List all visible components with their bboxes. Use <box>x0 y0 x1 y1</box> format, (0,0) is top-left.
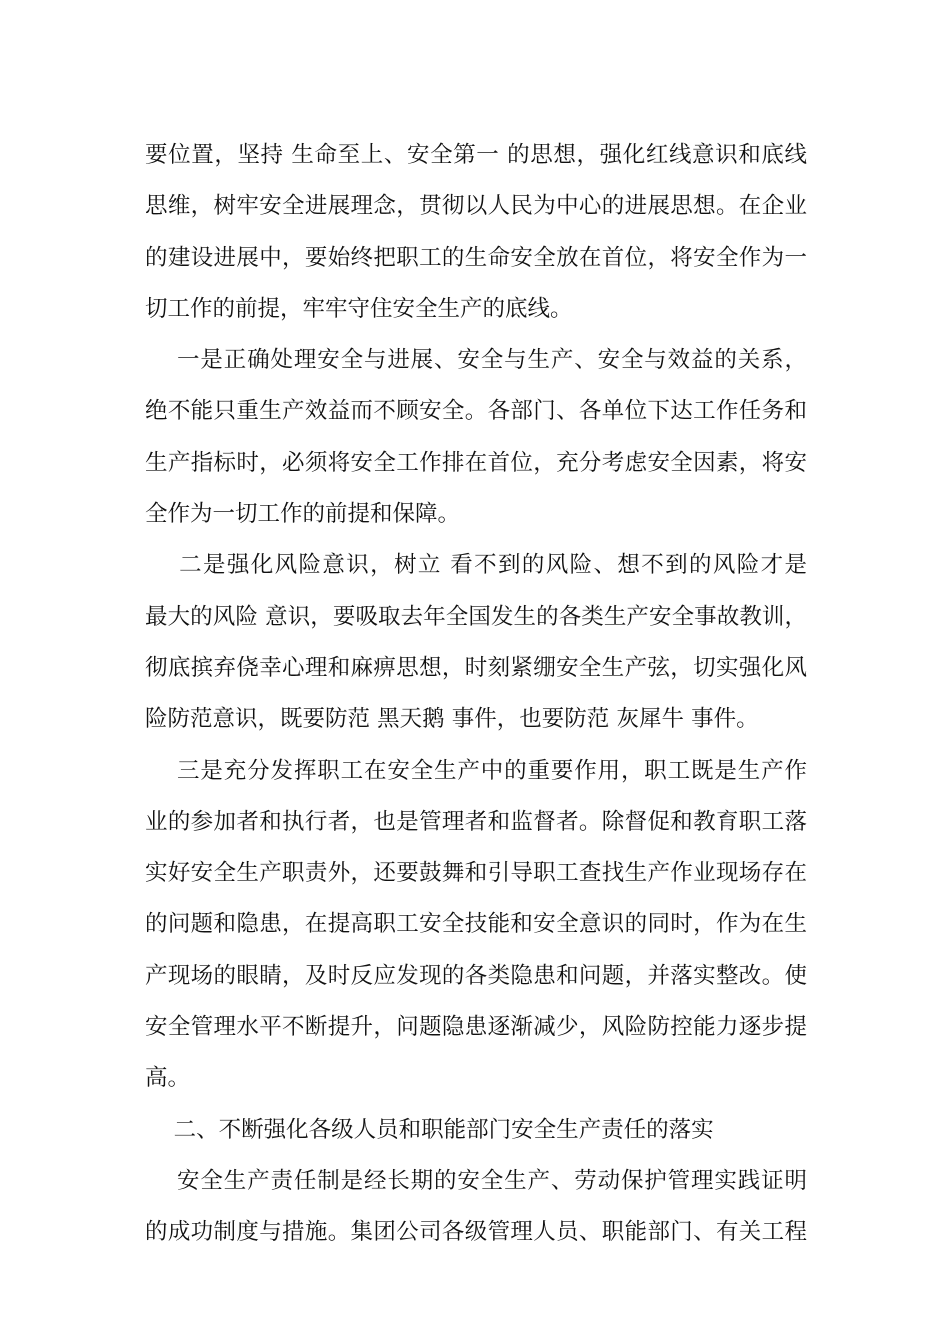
text-line: 最大的风险 意识，要吸取去年全国发生的各类生产安全事故教训， <box>145 603 807 630</box>
text-line: 要位置，坚持 生命至上、安全第一 的思想，强化红线意识和底线 <box>145 142 807 168</box>
text-line: 的建设进展中，要始终把职工的生命安全放在首位，将安全作为一 <box>145 244 807 271</box>
text-line: 高。 <box>145 1065 191 1092</box>
text-line: 一是正确处理安全与进展、安全与生产、安全与效益的关系， <box>145 347 807 374</box>
text-line: 安全生产责任制是经长期的安全生产、劳动保护管理实践证明 <box>145 1167 807 1194</box>
text-line: 的问题和隐患，在提高职工安全技能和安全意识的同时，作为在生 <box>145 911 807 938</box>
text-line: 业的参加者和执行者，也是管理者和监督者。除督促和教育职工落 <box>145 808 807 835</box>
text-line: 思维，树牢安全进展理念，贯彻以人民为中心的进展思想。在企业 <box>145 193 807 220</box>
section-heading: 二、不断强化各级人员和职能部门安全生产责任的落实 <box>145 1116 714 1143</box>
text-line: 生产指标时，必须将安全工作排在首位，充分考虑安全因素，将安 <box>145 449 807 476</box>
text-line: 绝不能只重生产效益而不顾安全。各部门、各单位下达工作任务和 <box>145 398 807 425</box>
text-line: 全作为一切工作的前提和保障。 <box>145 501 461 528</box>
text-line: 三是充分发挥职工在安全生产中的重要作用，职工既是生产作 <box>145 757 807 784</box>
text-line: 安全管理水平不断提升，问题隐患逐渐减少，风险防控能力逐步提 <box>145 1014 807 1041</box>
text-line: 切工作的前提，牢牢守住安全生产的底线。 <box>145 295 573 322</box>
text-line: 险防范意识，既要防范 黑天鹅 事件，也要防范 灰犀牛 事件。 <box>145 706 759 733</box>
text-line: 彻底摈弃侥幸心理和麻痹思想，时刻紧绷安全生产弦，切实强化风 <box>145 654 807 681</box>
text-line: 的成功制度与措施。集团公司各级管理人员、职能部门、有关工程 <box>145 1219 807 1246</box>
text-line: 实好安全生产职责外，还要鼓舞和引导职工查找生产作业现场存在 <box>145 860 807 887</box>
body-text <box>145 130 807 1259</box>
text-line: 二是强化风险意识，树立 看不到的风险、想不到的风险才是 <box>145 552 807 579</box>
text-line: 产现场的眼睛，及时反应发现的各类隐患和问题，并落实整改。使 <box>145 962 807 989</box>
